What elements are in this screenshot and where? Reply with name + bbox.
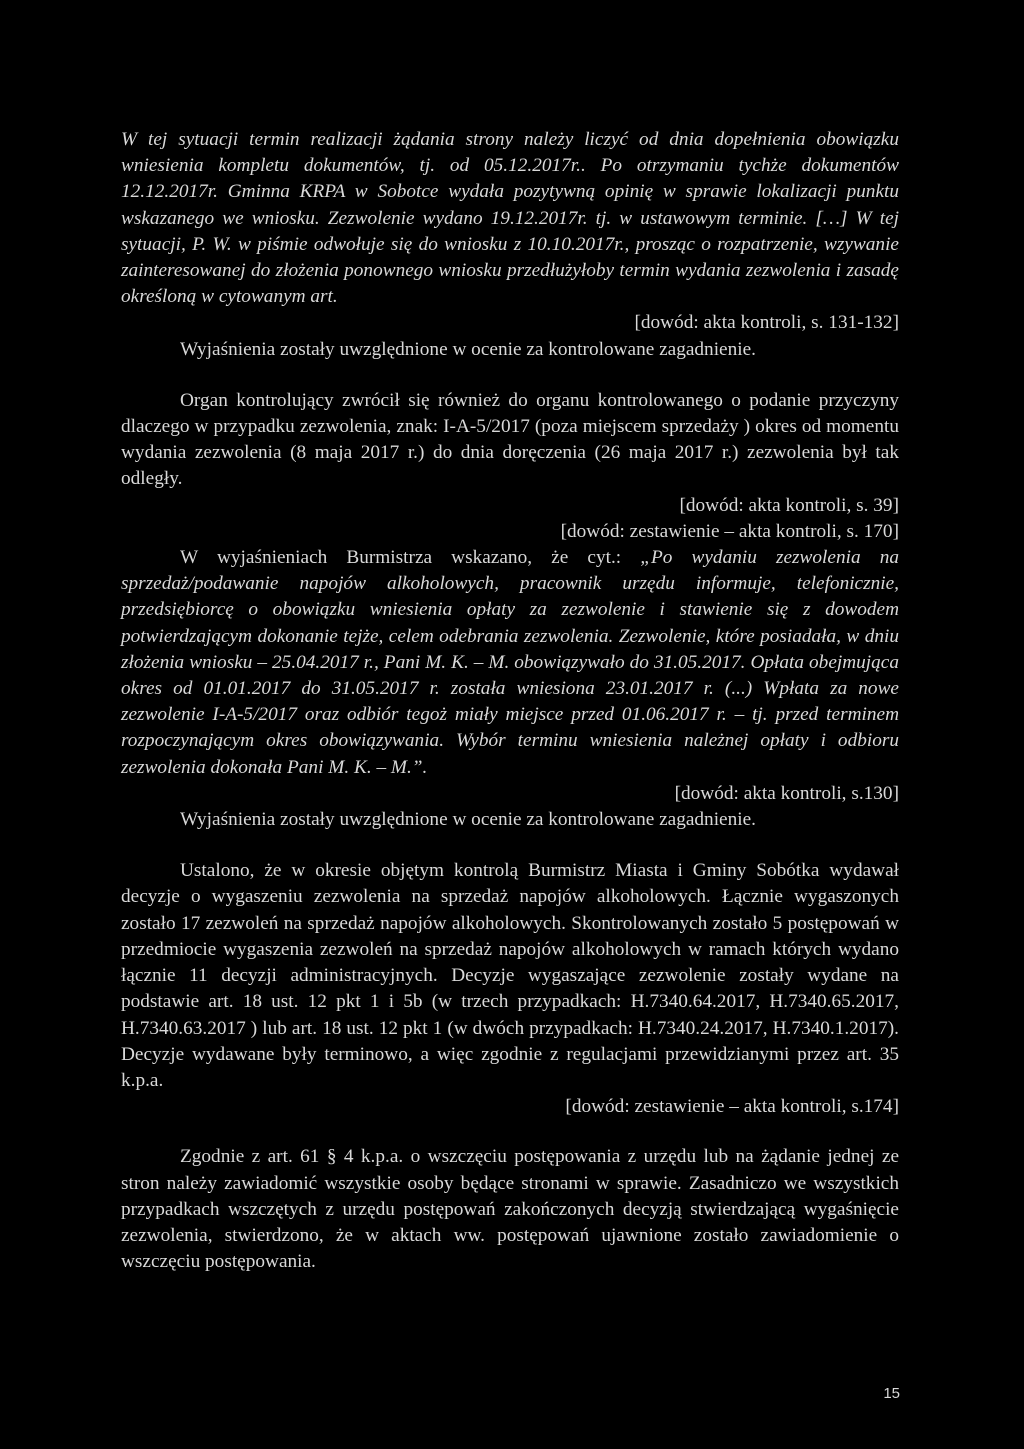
body-paragraph: Ustalono, że w okresie objętym kontrolą Burmistrz Miasta i Gminy Sobótka wydawał decyzje o wygaszeniu zezwolenia na sprzedaż napojów alkoholowych. Łącznie wygaszonych zostało 17 zezwoleń na sprzedaż napojów alkoholowych. Skontrolowanych zostało 5 postępowań w przedmiocie wygaszenia zezwoleń na sprzedaż napojów alkoholowych w ramach których wydano łącznie 11 decyzji administracyjnych. Decyzje wygaszające zezwolenie zostały wydane na podstawie art. 18 ust. 12 pkt 1 i 5b (w trzech przypadkach: H.7340.64.2017, H.7340.65.2017, H.7340.63.2017 ) lub art. 18 ust. 12 pkt 1 (w dwóch przypadkach: H.7340.24.2017, H.7340.1.2017). Decyzje wydawane były terminowo, a więc zgodnie z regulacjami przewidzianymi przez art. 35 k.p.a.: [121, 860, 899, 1091]
evidence-reference: [dowód: akta kontroli, s. 39]: [679, 494, 899, 516]
page-number: 15: [883, 1385, 900, 1402]
explanation-note: Wyjaśnienia zostały uwzględnione w ocenie za kontrolowane zagadnienie.: [180, 338, 756, 360]
document-page: [121, 127, 899, 1275]
evidence-reference: [dowód: akta kontroli, s. 131-132]: [634, 312, 899, 334]
mayor-quote: „Po wydaniu zezwolenia na sprzedaż/podawanie napojów alkoholowych, pracownik urzędu informuje, telefonicznie, przedsiębiorcę o obowiązku wniesienia opłaty za zezwolenie i stawienie się z dowodem potwierdzającym dokonanie tejże, celem odebrania zezwolenia. Zezwolenie, które posiadała, w dniu złożenia wniosku – 25.04.2017 r., Pani M. K. – M. obowiązywało do 31.05.2017. Opłata obejmująca okres od 01.01.2017 do 31.05.2017 r. została wniesiona 23.01.2017 r. (...) Wpłata za nowe zezwolenie I-A-5/2017 oraz odbiór tegoż miały miejsce przed 01.06.2017 r. – tj. przed terminem rozpoczynającym okres obowiązywania. Wybór terminu wniesienia należnej opłaty i odbioru zezwolenia dokonała Pani M. K. – M.”.: [121, 547, 899, 778]
evidence-reference: [dowód: akta kontroli, s.130]: [674, 782, 899, 804]
quote-lead-in: W wyjaśnieniach Burmistrza wskazano, że cyt.:: [180, 547, 641, 569]
body-paragraph: Zgodnie z art. 61 § 4 k.p.a. o wszczęciu postępowania z urzędu lub na żądanie jednej ze stron należy zawiadomić wszystkie osoby będące stronami w sprawie. Zasadniczo we wszystkich przypadkach wszczętych z urzędu postępowań zakończonych decyzją stwierdzającą wygaśnięcie zezwolenia, stwierdzono, że w aktach ww. postępowań ujawnione zostało zawiadomienie o wszczęciu postępowania.: [121, 1146, 899, 1273]
body-paragraph: Organ kontrolujący zwrócił się również do organu kontrolowanego o podanie przyczyny dlaczego w przypadku zezwolenia, znak: I-A-5/2017 (poza miejscem sprzedaży ) okres od momentu wydania zezwolenia (8 maja 2017 r.) do dnia doręczenia (26 maja 2017 r.) zezwolenia był tak odległy.: [121, 389, 899, 490]
quoted-explanation-paragraph: [121, 545, 899, 781]
evidence-reference: [dowód: zestawienie – akta kontroli, s.174]: [565, 1096, 899, 1118]
quote-paragraph: W tej sytuacji termin realizacji żądania strony należy liczyć od dnia dopełnienia obowiązku wniesienia kompletu dokumentów, tj. od 05.12.2017r.. Po otrzymaniu tychże dokumentów 12.12.2017r. Gminna KRPA w Sobotce wydała pozytywną opinię w sprawie lokalizacji punktu wskazanego we wniosku. Zezwolenie wydano 19.12.2017r. tj. w ustawowym terminie. […] W tej sytuacji, P. W. w piśmie odwołuje się do wniosku z 10.10.2017r., prosząc o rozpatrzenie, wzywanie zainteresowanej do złożenia ponownego wniosku przedłużyłoby termin wydania zezwolenia i zasadę określoną w cytowanym art.: [121, 129, 899, 308]
explanation-note: Wyjaśnienia zostały uwzględnione w ocenie za kontrolowane zagadnienie.: [180, 809, 756, 831]
evidence-reference: [dowód: zestawienie – akta kontroli, s. 170]: [560, 520, 899, 542]
